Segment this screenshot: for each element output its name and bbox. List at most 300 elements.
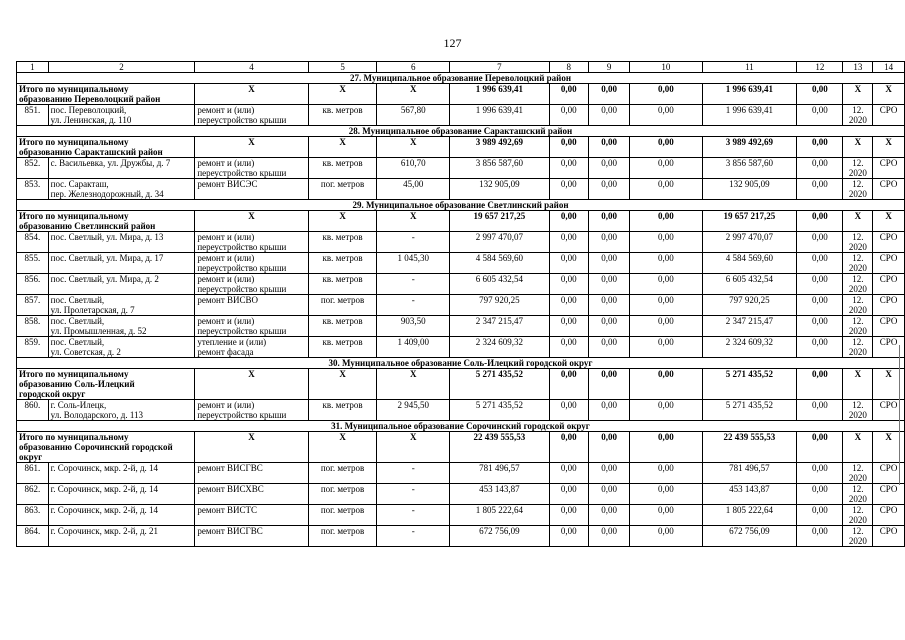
address (48, 337, 195, 358)
address-line-1: пос. Светлый, ул. Мира, д. 17 (50, 253, 164, 263)
local-funds: 0,00 (630, 463, 702, 484)
total-cost: 19 657 217,25 (450, 211, 550, 232)
address (48, 316, 195, 337)
address (48, 463, 195, 484)
section-title: 31. Муниципальное образование Сорочинский городской округ (17, 421, 905, 432)
quantity: 610,70 (377, 158, 450, 179)
cost: 781 496,57 (450, 463, 550, 484)
column-number: 14 (873, 62, 905, 73)
local-funds: 0,00 (630, 274, 702, 295)
address (48, 484, 195, 505)
work-type-line-2: переустройство крыши (197, 410, 287, 420)
regional-funds: 0,00 (588, 179, 629, 200)
total-local: 0,00 (630, 84, 702, 105)
unit: пог. метров (308, 505, 377, 526)
total-unit: X (308, 137, 377, 158)
local-funds: 0,00 (630, 179, 702, 200)
quantity: - (377, 463, 450, 484)
address-line-1: пос. Светлый, (50, 337, 105, 347)
column-number-row (17, 62, 905, 73)
address-line-1: г. Сорочинск, мкр. 2-й, д. 14 (50, 484, 159, 494)
work-type (195, 400, 308, 421)
section-title: 29. Муниципальное образование Светлинский район (17, 200, 905, 211)
total-other: 0,00 (797, 137, 843, 158)
row-number: 858. (17, 316, 49, 337)
deadline-line-1: 12. (852, 253, 864, 263)
other-funds: 0,00 (797, 400, 843, 421)
column-number: 4 (195, 62, 308, 73)
owner-funds: 5 271 435,52 (702, 400, 797, 421)
cost: 4 584 569,60 (450, 253, 550, 274)
deadline (843, 505, 873, 526)
work-type-line-1: ремонт и (или) (197, 232, 255, 242)
deadline (843, 463, 873, 484)
total-work-type: X (195, 369, 308, 400)
federal-funds: 0,00 (549, 158, 588, 179)
work-type-line-1: ремонт и (или) (197, 253, 255, 263)
local-funds: 0,00 (630, 526, 702, 547)
method: СРО (873, 400, 905, 421)
owner-funds: 1 805 222,64 (702, 505, 797, 526)
deadline (843, 400, 873, 421)
section-title-row (17, 200, 905, 211)
unit: кв. метров (308, 274, 377, 295)
address-line-2: ул. Промышленная, д. 52 (50, 326, 147, 336)
address-line-1: пос. Саракташ, (50, 179, 109, 189)
federal-funds: 0,00 (549, 253, 588, 274)
total-other: 0,00 (797, 369, 843, 400)
total-work-type: X (195, 211, 308, 232)
other-funds: 0,00 (797, 316, 843, 337)
total-deadline: X (843, 432, 873, 463)
total-local: 0,00 (630, 137, 702, 158)
quantity: - (377, 232, 450, 253)
address-line-1: г. Сорочинск, мкр. 2-й, д. 14 (50, 463, 159, 473)
deadline-line-2: 2020 (848, 326, 867, 336)
total-label (17, 369, 195, 400)
work-type-line-1: утепление и (или) (197, 337, 267, 347)
other-funds: 0,00 (797, 105, 843, 126)
regional-funds: 0,00 (588, 505, 629, 526)
unit: пог. метров (308, 179, 377, 200)
unit: пог. метров (308, 526, 377, 547)
total-quantity: X (377, 84, 450, 105)
table-row (17, 105, 905, 126)
federal-funds: 0,00 (549, 105, 588, 126)
method: СРО (873, 463, 905, 484)
total-owners: 22 439 555,53 (702, 432, 797, 463)
total-label-line: Итого по муниципальному (19, 84, 129, 94)
row-number: 863. (17, 505, 49, 526)
cost: 2 997 470,07 (450, 232, 550, 253)
total-work-type: X (195, 432, 308, 463)
total-method: X (873, 84, 905, 105)
address (48, 295, 195, 316)
federal-funds: 0,00 (549, 505, 588, 526)
total-label-line: образованию Соль-Илецкий (19, 379, 135, 389)
owner-funds: 3 856 587,60 (702, 158, 797, 179)
local-funds: 0,00 (630, 337, 702, 358)
total-owners: 5 271 435,52 (702, 369, 797, 400)
owner-funds: 781 496,57 (702, 463, 797, 484)
deadline (843, 484, 873, 505)
total-cost: 5 271 435,52 (450, 369, 550, 400)
table-row (17, 232, 905, 253)
unit: пог. метров (308, 295, 377, 316)
unit: кв. метров (308, 158, 377, 179)
total-label-line: Итого по муниципальному (19, 211, 129, 221)
unit: пог. метров (308, 484, 377, 505)
deadline-line-2: 2020 (848, 242, 867, 252)
total-local: 0,00 (630, 369, 702, 400)
total-cost: 3 989 492,69 (450, 137, 550, 158)
owner-funds: 2 997 470,07 (702, 232, 797, 253)
total-other: 0,00 (797, 432, 843, 463)
cost: 2 324 609,32 (450, 337, 550, 358)
deadline (843, 295, 873, 316)
total-federal: 0,00 (549, 211, 588, 232)
total-label-line: городской округ (19, 389, 86, 399)
total-cost: 22 439 555,53 (450, 432, 550, 463)
federal-funds: 0,00 (549, 484, 588, 505)
work-type-line-2: переустройство крыши (197, 242, 287, 252)
regional-funds: 0,00 (588, 105, 629, 126)
federal-funds: 0,00 (549, 295, 588, 316)
section-title-row (17, 73, 905, 84)
method: СРО (873, 253, 905, 274)
unit: кв. метров (308, 337, 377, 358)
deadline-line-1: 12. (852, 105, 864, 115)
work-type (195, 232, 308, 253)
cost: 1 996 639,41 (450, 105, 550, 126)
address-line-1: г. Сорочинск, мкр. 2-й, д. 14 (50, 505, 159, 515)
method: СРО (873, 526, 905, 547)
method: СРО (873, 337, 905, 358)
total-unit: X (308, 211, 377, 232)
total-regional: 0,00 (588, 211, 629, 232)
quantity: - (377, 526, 450, 547)
row-number: 859. (17, 337, 49, 358)
deadline-line-1: 12. (852, 179, 864, 189)
section-title: 27. Муниципальное образование Переволоцкий район (17, 73, 905, 84)
quantity: 1 409,00 (377, 337, 450, 358)
deadline (843, 158, 873, 179)
method: СРО (873, 105, 905, 126)
local-funds: 0,00 (630, 400, 702, 421)
other-funds: 0,00 (797, 526, 843, 547)
deadline (843, 337, 873, 358)
address (48, 158, 195, 179)
method: СРО (873, 274, 905, 295)
method: СРО (873, 179, 905, 200)
other-funds: 0,00 (797, 253, 843, 274)
total-label (17, 137, 195, 158)
total-label-line: Итого по муниципальному (19, 369, 129, 379)
unit: пог. метров (308, 463, 377, 484)
work-type (195, 463, 308, 484)
owner-funds: 132 905,09 (702, 179, 797, 200)
regional-funds: 0,00 (588, 232, 629, 253)
local-funds: 0,00 (630, 484, 702, 505)
other-funds: 0,00 (797, 274, 843, 295)
total-unit: X (308, 432, 377, 463)
total-regional: 0,00 (588, 84, 629, 105)
federal-funds: 0,00 (549, 274, 588, 295)
deadline-line-2: 2020 (848, 347, 867, 357)
local-funds: 0,00 (630, 253, 702, 274)
address-line-2: ул. Пролетарская, д. 7 (50, 305, 135, 315)
total-regional: 0,00 (588, 137, 629, 158)
table-row (17, 337, 905, 358)
address (48, 253, 195, 274)
total-row (17, 211, 905, 232)
regional-funds: 0,00 (588, 274, 629, 295)
column-number: 8 (549, 62, 588, 73)
regional-funds: 0,00 (588, 316, 629, 337)
address-line-2: ул. Володарского, д. 113 (50, 410, 144, 420)
row-number: 853. (17, 179, 49, 200)
deadline (843, 105, 873, 126)
deadline (843, 232, 873, 253)
total-federal: 0,00 (549, 84, 588, 105)
total-other: 0,00 (797, 84, 843, 105)
table-row (17, 253, 905, 274)
deadline-line-2: 2020 (848, 305, 867, 315)
work-type (195, 274, 308, 295)
deadline-line-2: 2020 (848, 168, 867, 178)
address (48, 232, 195, 253)
total-owners: 19 657 217,25 (702, 211, 797, 232)
total-quantity: X (377, 432, 450, 463)
deadline-line-2: 2020 (848, 515, 867, 525)
federal-funds: 0,00 (549, 400, 588, 421)
column-number: 7 (450, 62, 550, 73)
unit: кв. метров (308, 232, 377, 253)
work-type (195, 337, 308, 358)
work-type-line-1: ремонт ВИСВО (197, 295, 259, 305)
deadline-line-1: 12. (852, 505, 864, 515)
method: СРО (873, 232, 905, 253)
table-row (17, 400, 905, 421)
work-type-line-1: ремонт и (или) (197, 316, 255, 326)
column-number: 9 (588, 62, 629, 73)
row-number: 864. (17, 526, 49, 547)
unit: кв. метров (308, 316, 377, 337)
total-federal: 0,00 (549, 369, 588, 400)
federal-funds: 0,00 (549, 316, 588, 337)
work-type-line-1: ремонт ВИСГВС (197, 526, 263, 536)
total-label-line: образованию Светлинский район (19, 221, 156, 231)
cost: 2 347 215,47 (450, 316, 550, 337)
regional-funds: 0,00 (588, 158, 629, 179)
quantity: 1 045,30 (377, 253, 450, 274)
deadline-line-2: 2020 (848, 115, 867, 125)
cost: 672 756,09 (450, 526, 550, 547)
column-number: 11 (702, 62, 797, 73)
work-type (195, 105, 308, 126)
scan-edge-mark (899, 345, 900, 485)
deadline (843, 274, 873, 295)
owner-funds: 2 324 609,32 (702, 337, 797, 358)
total-row (17, 137, 905, 158)
work-type-line-2: ремонт фасада (197, 347, 254, 357)
other-funds: 0,00 (797, 295, 843, 316)
work-type-line-1: ремонт и (или) (197, 274, 255, 284)
deadline-line-2: 2020 (848, 536, 867, 546)
total-federal: 0,00 (549, 137, 588, 158)
total-label (17, 432, 195, 463)
deadline-line-2: 2020 (848, 473, 867, 483)
other-funds: 0,00 (797, 463, 843, 484)
deadline-line-1: 12. (852, 295, 864, 305)
table-row (17, 526, 905, 547)
address (48, 274, 195, 295)
address-line-1: пос. Светлый, ул. Мира, д. 13 (50, 232, 164, 242)
work-type (195, 505, 308, 526)
total-quantity: X (377, 137, 450, 158)
work-type (195, 526, 308, 547)
quantity: - (377, 484, 450, 505)
owner-funds: 453 143,87 (702, 484, 797, 505)
column-number: 10 (630, 62, 702, 73)
owner-funds: 4 584 569,60 (702, 253, 797, 274)
total-deadline: X (843, 137, 873, 158)
total-unit: X (308, 369, 377, 400)
total-label (17, 211, 195, 232)
method: СРО (873, 484, 905, 505)
cost: 6 605 432,54 (450, 274, 550, 295)
total-owners: 1 996 639,41 (702, 84, 797, 105)
address (48, 105, 195, 126)
work-type (195, 484, 308, 505)
total-regional: 0,00 (588, 369, 629, 400)
unit: кв. метров (308, 105, 377, 126)
regional-funds: 0,00 (588, 463, 629, 484)
address-line-1: с. Васильевка, ул. Дружбы, д. 7 (50, 158, 171, 168)
other-funds: 0,00 (797, 158, 843, 179)
total-unit: X (308, 84, 377, 105)
row-number: 852. (17, 158, 49, 179)
regional-funds: 0,00 (588, 526, 629, 547)
row-number: 855. (17, 253, 49, 274)
cost: 453 143,87 (450, 484, 550, 505)
address-line-1: пос. Светлый, (50, 295, 105, 305)
section-title-row (17, 126, 905, 137)
owner-funds: 1 996 639,41 (702, 105, 797, 126)
deadline-line-1: 12. (852, 337, 864, 347)
address-line-1: пос. Светлый, ул. Мира, д. 2 (50, 274, 159, 284)
total-method: X (873, 432, 905, 463)
work-type (195, 316, 308, 337)
local-funds: 0,00 (630, 316, 702, 337)
regional-funds: 0,00 (588, 253, 629, 274)
quantity: - (377, 295, 450, 316)
column-number: 6 (377, 62, 450, 73)
column-number: 13 (843, 62, 873, 73)
total-owners: 3 989 492,69 (702, 137, 797, 158)
total-cost: 1 996 639,41 (450, 84, 550, 105)
address (48, 505, 195, 526)
deadline-line-1: 12. (852, 526, 864, 536)
total-regional: 0,00 (588, 432, 629, 463)
address-line-1: г. Сорочинск, мкр. 2-й, д. 21 (50, 526, 159, 536)
owner-funds: 2 347 215,47 (702, 316, 797, 337)
work-type (195, 253, 308, 274)
quantity: 2 945,50 (377, 400, 450, 421)
total-quantity: X (377, 369, 450, 400)
deadline (843, 253, 873, 274)
local-funds: 0,00 (630, 295, 702, 316)
local-funds: 0,00 (630, 105, 702, 126)
column-number: 1 (17, 62, 49, 73)
cost: 797 920,25 (450, 295, 550, 316)
row-number: 857. (17, 295, 49, 316)
total-method: X (873, 369, 905, 400)
cost: 132 905,09 (450, 179, 550, 200)
federal-funds: 0,00 (549, 179, 588, 200)
address-line-2: ул. Советская, д. 2 (50, 347, 121, 357)
section-title-row (17, 421, 905, 432)
deadline-line-2: 2020 (848, 410, 867, 420)
cost: 1 805 222,64 (450, 505, 550, 526)
total-row (17, 369, 905, 400)
total-method: X (873, 137, 905, 158)
deadline (843, 316, 873, 337)
table-row (17, 505, 905, 526)
regional-funds: 0,00 (588, 400, 629, 421)
federal-funds: 0,00 (549, 337, 588, 358)
work-type (195, 179, 308, 200)
row-number: 862. (17, 484, 49, 505)
method: СРО (873, 158, 905, 179)
work-type (195, 158, 308, 179)
address-line-1: пос. Светлый, (50, 316, 105, 326)
work-type-line-1: ремонт и (или) (197, 158, 255, 168)
column-number: 2 (48, 62, 195, 73)
column-number: 12 (797, 62, 843, 73)
deadline-line-2: 2020 (848, 284, 867, 294)
page-number: 127 (443, 36, 462, 50)
total-method: X (873, 211, 905, 232)
total-label-line: Итого по муниципальному (19, 137, 129, 147)
deadline (843, 526, 873, 547)
cost: 5 271 435,52 (450, 400, 550, 421)
work-type-line-2: переустройство крыши (197, 115, 287, 125)
regional-funds: 0,00 (588, 337, 629, 358)
regional-funds: 0,00 (588, 295, 629, 316)
owner-funds: 797 920,25 (702, 295, 797, 316)
total-quantity: X (377, 211, 450, 232)
total-label-line: округ (19, 452, 43, 462)
table-row (17, 158, 905, 179)
address-line-2: ул. Ленинская, д. 110 (50, 115, 132, 125)
deadline-line-1: 12. (852, 274, 864, 284)
address-line-1: пос. Переволоцкий, (50, 105, 127, 115)
total-deadline: X (843, 84, 873, 105)
quantity: - (377, 274, 450, 295)
total-row (17, 432, 905, 463)
total-local: 0,00 (630, 432, 702, 463)
cost: 3 856 587,60 (450, 158, 550, 179)
owner-funds: 672 756,09 (702, 526, 797, 547)
total-row (17, 84, 905, 105)
owner-funds: 6 605 432,54 (702, 274, 797, 295)
other-funds: 0,00 (797, 505, 843, 526)
total-other: 0,00 (797, 211, 843, 232)
table-row (17, 274, 905, 295)
total-local: 0,00 (630, 211, 702, 232)
method: СРО (873, 316, 905, 337)
